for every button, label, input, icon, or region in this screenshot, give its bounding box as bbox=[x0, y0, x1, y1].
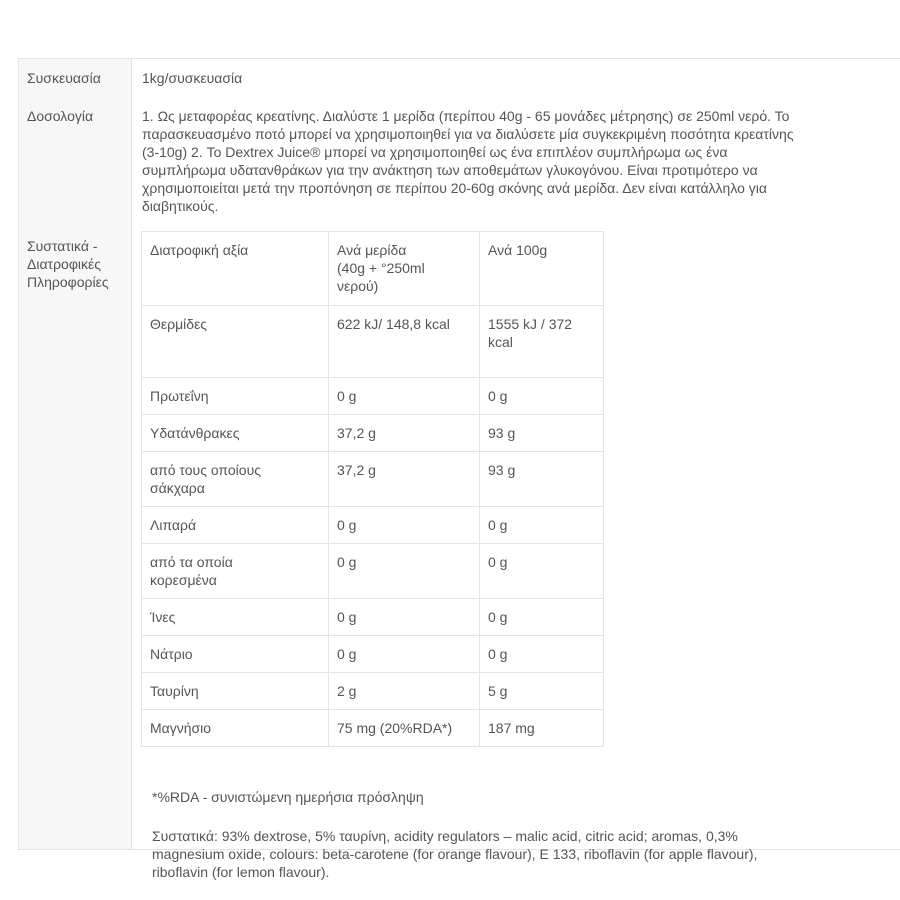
cell-line: σάκχαρα bbox=[150, 480, 205, 496]
nutrient-per-serving bbox=[329, 452, 480, 507]
spec-row-dosage bbox=[19, 97, 900, 226]
cell-line: 0 g bbox=[337, 388, 357, 404]
nutrient-name bbox=[142, 452, 329, 507]
ingredients-line: Συστατικά: 93% dextrose, 5% ταυρίνη, acidity regulators – malic acid, citric acid; aromas, 0,3% bbox=[152, 828, 738, 844]
spec-value-packaging: 1kg/συσκευασία bbox=[142, 70, 243, 86]
nutrient-name bbox=[142, 544, 329, 599]
header-nutrient bbox=[142, 232, 329, 306]
nutrient-per-serving bbox=[329, 599, 480, 636]
dosage-line: διαβητικούς. bbox=[142, 198, 219, 214]
nutrient-per-100g bbox=[480, 673, 604, 710]
cell-line: Θερμίδες bbox=[150, 316, 208, 332]
cell-line: Υδατάνθρακες bbox=[150, 425, 240, 441]
cell-line: Λιπαρά bbox=[150, 517, 197, 533]
nutrient-per-serving bbox=[329, 673, 480, 710]
rda-note: *%RDA - συνιστώμενη ημερήσια πρόσληψη bbox=[152, 789, 424, 805]
cell-line: Ανά μερίδα bbox=[337, 242, 407, 258]
ingredients-line: riboflavin (for lemon flavour). bbox=[152, 864, 330, 880]
dosage-line: χρησιμοποιείται μετά την προπόνηση σε περίπου 20-60g σκόνης ανά μερίδα. Δεν είναι κατάλληλο για bbox=[142, 180, 768, 196]
cell-line: 0 g bbox=[337, 517, 357, 533]
nutrient-per-100g bbox=[480, 507, 604, 544]
nutrient-per-100g bbox=[480, 452, 604, 507]
nutrient-per-serving bbox=[329, 378, 480, 415]
label-line: Πληροφορίες bbox=[27, 274, 109, 290]
cell-line: (40g + °250ml bbox=[337, 260, 425, 276]
nutrient-name bbox=[142, 599, 329, 636]
nutrition-row bbox=[142, 507, 604, 544]
cell-line: Διατροφική αξία bbox=[150, 242, 249, 258]
cell-line: 5 g bbox=[488, 683, 508, 699]
cell-line: 187 mg bbox=[488, 720, 535, 736]
cell-line: 1555 kJ / 372 bbox=[488, 316, 573, 332]
nutrient-per-100g bbox=[480, 306, 604, 378]
nutrition-row bbox=[142, 415, 604, 452]
cell-line: 0 g bbox=[337, 554, 357, 570]
spec-row-packaging bbox=[19, 59, 900, 98]
cell-line: 37,2 g bbox=[337, 462, 376, 478]
nutrient-per-100g bbox=[480, 599, 604, 636]
cell-line: kcal bbox=[488, 334, 513, 350]
cell-line: 0 g bbox=[488, 388, 508, 404]
nutrient-per-serving bbox=[329, 710, 480, 747]
nutrient-name bbox=[142, 636, 329, 673]
nutrition-row bbox=[142, 710, 604, 747]
cell-line: Νάτριο bbox=[150, 646, 193, 662]
nutrient-name bbox=[142, 306, 329, 378]
cell-line: από τα οποία bbox=[150, 554, 233, 570]
cell-line: 0 g bbox=[488, 554, 508, 570]
nutrition-row bbox=[142, 378, 604, 415]
nutrition-row bbox=[142, 544, 604, 599]
cell-line: Ανά 100g bbox=[488, 242, 548, 258]
nutrient-name bbox=[142, 378, 329, 415]
cell-line: 93 g bbox=[488, 462, 516, 478]
header-per-serving bbox=[329, 232, 480, 306]
cell-line: από τους οποίους bbox=[150, 462, 261, 478]
cell-line: 0 g bbox=[337, 609, 357, 625]
nutrient-name bbox=[142, 415, 329, 452]
spec-label-packaging: Συσκευασία bbox=[19, 59, 132, 97]
ingredients-line: magnesium oxide, colours: beta-carotene (for orange flavour), E 133, riboflavin (for apple flavour), bbox=[152, 846, 758, 862]
nutrition-table bbox=[141, 231, 604, 747]
dosage-line: παρασκευασμένο ποτό μπορεί να χρησιμοποιηθεί για να διαλύσετε μία συγκεκριμένη ποσότητα κρεατίνης bbox=[142, 126, 794, 142]
cell-line: 0 g bbox=[488, 609, 508, 625]
cell-line: 0 g bbox=[488, 517, 508, 533]
cell-line: κορεσμένα bbox=[150, 572, 217, 588]
cell-line: 93 g bbox=[488, 425, 516, 441]
spec-row-ingredients bbox=[19, 225, 900, 880]
spec-label-ingredients bbox=[19, 225, 132, 849]
nutrition-row bbox=[142, 673, 604, 710]
cell-line: Ίνες bbox=[150, 609, 176, 625]
cell-line: 75 mg (20%RDA*) bbox=[337, 720, 453, 736]
cell-line: Μαγνήσιο bbox=[150, 720, 212, 736]
dosage-line: 1. Ως μεταφορέας κρεατίνης. Διαλύστε 1 μερίδα (περίπου 40g - 65 μονάδες μέτρησης) σε 250ml νερό. Το bbox=[142, 108, 790, 124]
nutrient-per-100g bbox=[480, 544, 604, 599]
nutrition-row bbox=[142, 636, 604, 673]
nutrient-name bbox=[142, 673, 329, 710]
nutrient-per-serving bbox=[329, 415, 480, 452]
nutrient-per-serving bbox=[329, 306, 480, 378]
nutrient-per-serving bbox=[329, 636, 480, 673]
nutrient-per-100g bbox=[480, 378, 604, 415]
nutrient-per-100g bbox=[480, 710, 604, 747]
ingredients-text bbox=[152, 827, 872, 881]
cell-line: 37,2 g bbox=[337, 425, 376, 441]
spec-value-dosage bbox=[142, 107, 890, 215]
nutrient-name bbox=[142, 710, 329, 747]
nutrient-per-serving bbox=[329, 507, 480, 544]
nutrition-header-row bbox=[142, 232, 604, 306]
product-spec-table bbox=[18, 58, 900, 880]
cell-line: 0 g bbox=[337, 646, 357, 662]
dosage-line: (3-10g) 2. Το Dextrex Juice® μπορεί να χρησιμοποιηθεί ως ένα επιπλέον συμπλήρωμα ως ένα bbox=[142, 144, 728, 160]
cell-line: Πρωτεΐνη bbox=[150, 388, 209, 404]
nutrition-row bbox=[142, 306, 604, 378]
nutrient-name bbox=[142, 507, 329, 544]
label-line: Συστατικά - bbox=[27, 238, 98, 254]
cell-line: 622 kJ/ 148,8 kcal bbox=[337, 316, 450, 332]
cell-line: 0 g bbox=[488, 646, 508, 662]
cell-line: νερού) bbox=[337, 278, 379, 294]
nutrition-row bbox=[142, 452, 604, 507]
cell-line: Ταυρίνη bbox=[150, 683, 199, 699]
label-line: Διατροφικές bbox=[27, 256, 102, 272]
dosage-line: συμπλήρωμα υδατανθράκων για την ανάκτηση των αποθεμάτων γλυκογόνου. Είναι προτιμότερο να bbox=[142, 162, 758, 178]
nutrition-row bbox=[142, 599, 604, 636]
spec-label-dosage: Δοσολογία bbox=[19, 97, 132, 225]
nutrient-per-100g bbox=[480, 415, 604, 452]
header-per-100g bbox=[480, 232, 604, 306]
nutrient-per-serving bbox=[329, 544, 480, 599]
nutrient-per-100g bbox=[480, 636, 604, 673]
cell-line: 2 g bbox=[337, 683, 357, 699]
